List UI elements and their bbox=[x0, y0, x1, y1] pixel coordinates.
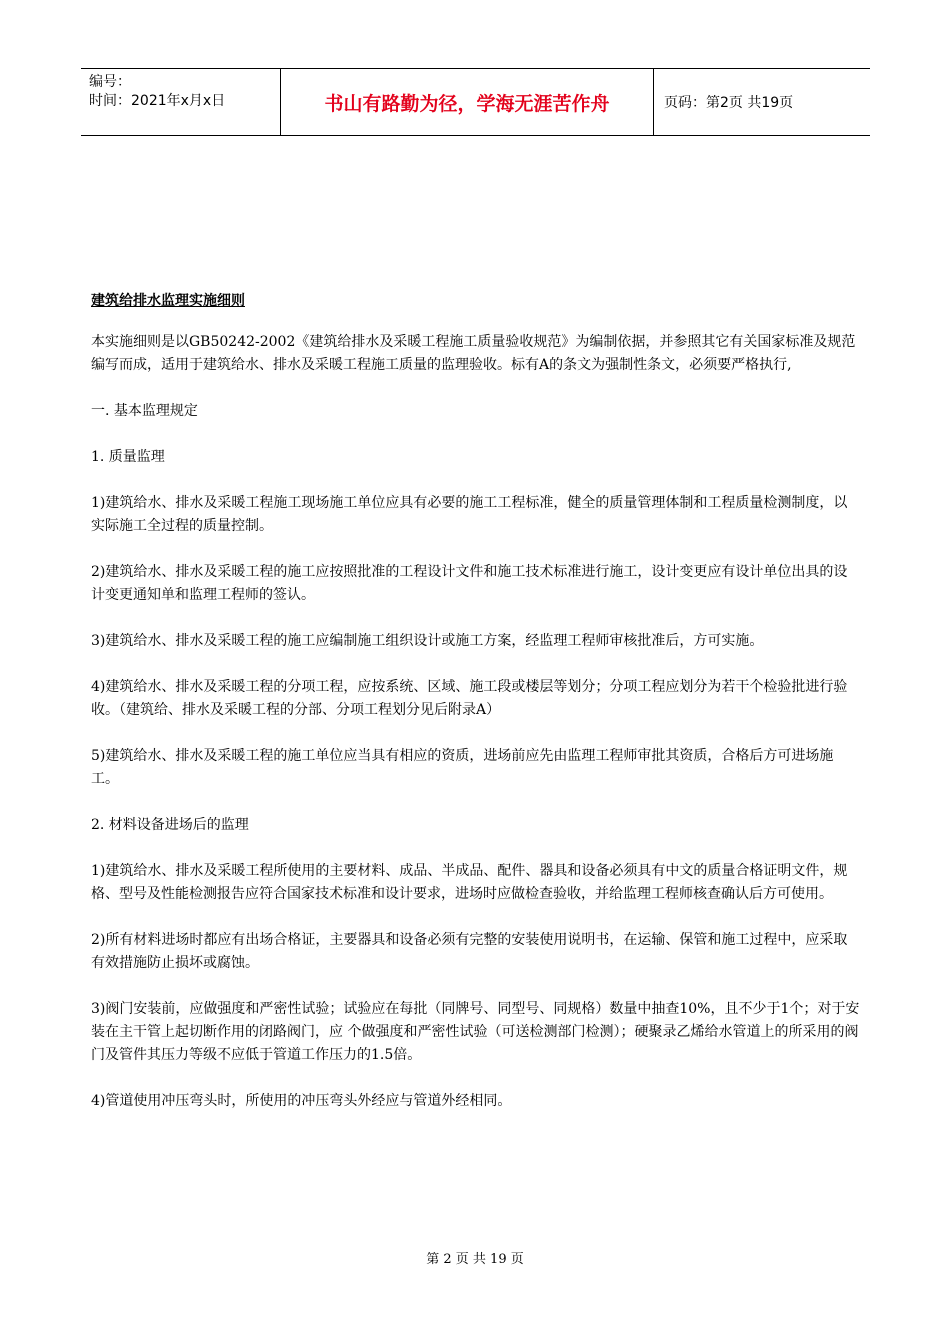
subsection-heading-materials: 2. 材料设备进场后的监理 bbox=[91, 817, 249, 833]
paragraph-item: 4)建筑给水、排水及采暖工程的分项工程，应按系统、区域、施工段或楼层等划分；分项工程应划分为若干个检验批进行验收。（建筑给、排水及采暖工程的分部、分项工程划分见后附录A） bbox=[91, 679, 848, 718]
subsection-heading-quality: 1. 质量监理 bbox=[91, 449, 165, 465]
motto-text: 书山有路勤为径，学海无涯苦作舟 bbox=[324, 92, 610, 115]
paragraph-item: 2)所有材料进场时都应有出场合格证，主要器具和设备必须有完整的安装使用说明书，在运输、保管和施工过程中，应采取有效措施防止损坏或腐蚀。 bbox=[91, 932, 848, 971]
page-info-cell bbox=[654, 69, 870, 135]
paragraph-item: 5)建筑给水、排水及采暖工程的施工单位应当具有相应的资质，进场前应先由监理工程师审批其资质，合格后方可进场施工。 bbox=[91, 748, 834, 787]
motto-cell bbox=[281, 69, 654, 135]
document-header bbox=[81, 68, 870, 136]
page-footer bbox=[0, 1248, 950, 1267]
paragraph-item: 1)建筑给水、排水及采暖工程所使用的主要材料、成品、半成品、配件、器具和设备必须具有中文的质量合格证明文件，规格、型号及性能检测报告应符合国家技术标准和设计要求，进场时应做检查验收，并给监理工程师核查确认后方可使用。 bbox=[91, 863, 848, 902]
footer-page-number: 第 2 页 共 19 页 bbox=[426, 1252, 524, 1267]
number-label: 编号： bbox=[89, 74, 131, 90]
paragraph-intro: 本实施细则是以GB50242-2002《建筑给排水及采暖工程施工质量验收规范》为编制依据，并参照其它有关国家标准及规范编写而成，适用于建筑给水、排水及采暖工程施工质量的监理验收。标有A的条文为强制性条文，必须要严格执行, bbox=[91, 334, 856, 373]
paragraph-item: 3)阀门安装前，应做强度和严密性试验；试验应在每批（同牌号、同型号、同规格）数量中抽查10%，且不少于1个；对于安装在主干管上起切断作用的闭路阀门，应 个做强度和严密性试验（可送检测部门检测）；硬聚录乙烯给水管道上的所采用的阀门及管件其压力等级不应低于管道工作压力的1.5倍。 bbox=[91, 1001, 860, 1063]
paragraph-item: 3)建筑给水、排水及采暖工程的施工应编制施工组织设计或施工方案，经监理工程师审核批准后，方可实施。 bbox=[91, 633, 764, 649]
paragraph-item: 4)管道使用冲压弯头时，所使用的冲压弯头外经应与管道外经相同。 bbox=[91, 1093, 512, 1109]
document-body bbox=[91, 290, 861, 1136]
date-label: 时间：2021年x月x日 bbox=[89, 93, 226, 109]
paragraph-item: 2)建筑给水、排水及采暖工程的施工应按照批准的工程设计文件和施工技术标准进行施工，设计变更应有设计单位出具的设计变更通知单和监理工程师的签认。 bbox=[91, 564, 848, 603]
page-info-text: 页码：第2页 共19页 bbox=[664, 95, 794, 111]
document-title: 建筑给排水监理实施细则 bbox=[91, 293, 245, 309]
header-meta-cell bbox=[81, 69, 281, 135]
section-heading-basic: 一. 基本监理规定 bbox=[91, 403, 198, 419]
paragraph-item: 1)建筑给水、排水及采暖工程施工现场施工单位应具有必要的施工工程标准，健全的质量管理体制和工程质量检测制度，以实际施工全过程的质量控制。 bbox=[91, 495, 848, 534]
